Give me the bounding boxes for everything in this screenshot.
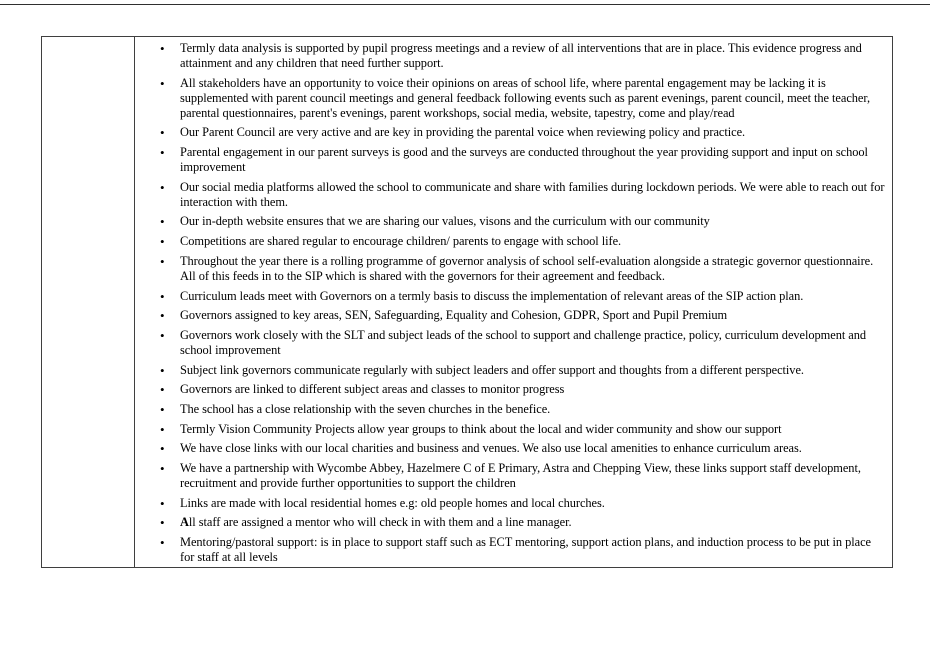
list-item: • All staff are assigned a mentor who will check in with them and a line manager. [180, 515, 887, 530]
list-item: • We have close links with our local charities and business and venues. We also use local amenities to enhance curriculum areas. [180, 441, 887, 456]
table-cell-bullets [135, 37, 892, 567]
list-item: • Termly data analysis is supported by pupil progress meetings and a review of all interventions that are in place. This evidence progress and attainment and any children that need further support. [180, 41, 887, 71]
list-item: • Termly Vision Community Projects allow year groups to think about the local and wider community and show our support [180, 422, 887, 437]
list-item: • Mentoring/pastoral support: is in place to support staff such as ECT mentoring, support action plans, and induction process to be put in place for staff at all levels [180, 535, 887, 565]
list-item: • All stakeholders have an opportunity to voice their opinions on areas of school life, where parental engagement may be lacking it is supplemented with parent council meetings and general feedback following events such as parent evenings, parent council, meet the teacher, parental questionnaires, parent's evenings, parent workshops, social media, website, tapestry, come and play/read [180, 76, 887, 121]
content-table [41, 36, 893, 568]
list-item: • Competitions are shared regular to encourage children/ parents to engage with school life. [180, 234, 887, 249]
list-item: • Parental engagement in our parent surveys is good and the surveys are conducted throughout the year providing support and input on school improvement [180, 145, 887, 175]
list-item: • Throughout the year there is a rolling programme of governor analysis of school self-evaluation alongside a strategic governor questionnaire. All of this feeds in to the SIP which is shared with the governors for their agreement and feedback. [180, 254, 887, 284]
list-item: • Our in-depth website ensures that we are sharing our values, visons and the curriculum with our community [180, 214, 887, 229]
list-item: • Governors assigned to key areas, SEN, Safeguarding, Equality and Cohesion, GDPR, Sport and Pupil Premium [180, 308, 887, 323]
list-item: • Our Parent Council are very active and are key in providing the parental voice when reviewing policy and practice. [180, 125, 887, 140]
bullet-list [143, 41, 887, 565]
list-item: • Our social media platforms allowed the school to communicate and share with families during lockdown periods. We were able to reach out for interaction with them. [180, 180, 887, 210]
page-top-rule [0, 4, 930, 5]
list-item: • Subject link governors communicate regularly with subject leaders and offer support and thoughts from a different perspective. [180, 363, 887, 378]
list-item: • We have a partnership with Wycombe Abbey, Hazelmere C of E Primary, Astra and Chepping View, these links support staff development, recruitment and provide further opportunities to support the children [180, 461, 887, 491]
list-item: • The school has a close relationship with the seven churches in the benefice. [180, 402, 887, 417]
list-item: • Governors are linked to different subject areas and classes to monitor progress [180, 382, 887, 397]
table-cell-empty [42, 37, 135, 567]
list-item: • Links are made with local residential homes e.g: old people homes and local churches. [180, 496, 887, 511]
list-item: • Governors work closely with the SLT and subject leads of the school to support and challenge practice, policy, curriculum development and school improvement [180, 328, 887, 358]
list-item: • Curriculum leads meet with Governors on a termly basis to discuss the implementation of relevant areas of the SIP action plan. [180, 289, 887, 304]
